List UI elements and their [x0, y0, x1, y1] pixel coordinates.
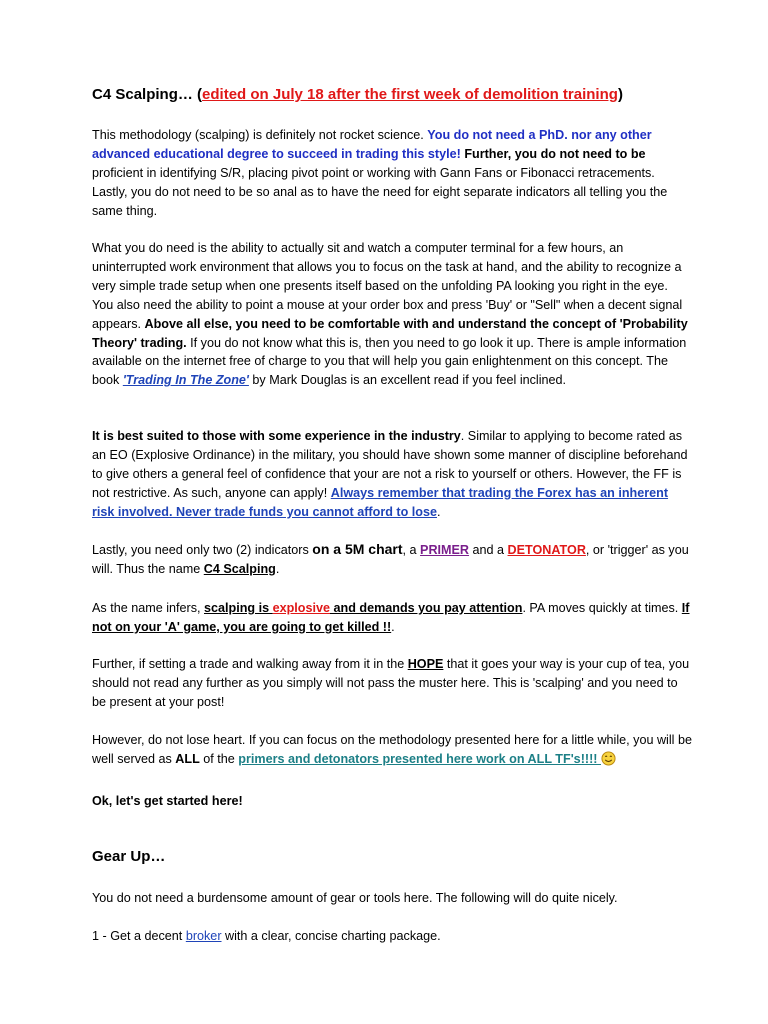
req-text-c: If you do not know what this is, then you need to go look it up. There is ample information available on the internet free of charge to you that will help you gain enlightenment on this concept. The book [92, 335, 687, 388]
section-heading-gear-up: Gear Up… [92, 848, 166, 865]
intro-text-c: Further, you do not need to be [460, 146, 646, 161]
scalp-text-b: . PA moves quickly at times. [522, 601, 682, 615]
ind-text-c: and a [469, 543, 508, 557]
paragraph-start: Ok, let's get started here! [92, 794, 243, 808]
req-text-d: by Mark Douglas is an excellent read if you feel inclined. [248, 373, 567, 388]
broker-text-a: 1 - Get a decent [92, 929, 186, 943]
heart-text-b: of the [199, 751, 239, 766]
ind-text-d: , or 'trigger' as you will. Thus the name [92, 543, 689, 576]
scalp-text-a: As the name infers, [92, 601, 204, 615]
suit-text-b: . Similar to applying to become rated as an EO (Explosive Ordinance) in the military, you should have shown some manner of discipline beforehand to give others a general feel of confidence that your are not a risk to yourself or others. However, the FF is not restrictive. As such, anyone can apply! [92, 429, 688, 500]
scalp-u1: scalping is [204, 601, 273, 615]
broker-link[interactable]: broker [185, 929, 222, 943]
paragraph-gear: You do not need a burdensome amount of gear or tools here. The following will do quite nicely. [92, 891, 618, 905]
risk-warning-link[interactable]: Always remember that trading the Forex has an inherent risk involved. Never trade funds you cannot afford to lose [92, 485, 669, 519]
req-text-bold: Above all else, you need to be comfortable with and understand the concept of 'Probability Theory' trading. [92, 316, 688, 350]
paragraph-scalping [92, 599, 692, 637]
paragraph-intro [92, 126, 692, 221]
suit-text-c: . [437, 504, 441, 519]
scalp-explosive: explosive [272, 601, 330, 615]
detonator-label: DETONATOR [507, 543, 586, 557]
paragraph-indicators [92, 540, 692, 579]
edit-note: edited on July 18 after the first week of demolition training [202, 86, 618, 103]
hope-text-a: Further, if setting a trade and walking away from it in the [92, 657, 408, 671]
document-title [92, 86, 623, 103]
paragraph-hope [92, 655, 692, 712]
primer-label: PRIMER [420, 543, 470, 557]
title-ellipsis: … ( [177, 86, 203, 103]
title-main: C4 Scalping [92, 86, 178, 103]
heart-all: ALL [175, 751, 200, 766]
paragraph-requirements [92, 239, 692, 390]
paragraph-suitability [92, 427, 692, 522]
intro-highlight: You do not need a PhD. nor any other advanced educational degree to succeed in trading this style! [92, 128, 652, 161]
intro-text-d: proficient in identifying S/R, placing pivot point or working with Gann Fans or Fibonacci retracements. Lastly, you do not need to be so anal as to have the need for eight separate indicators all telling you the same thing. [92, 165, 668, 218]
method-name: C4 Scalping [203, 561, 276, 576]
req-text-a: What you do need is the ability to actually sit and watch a computer terminal for a few hours, an uninterrupted work environment that allows you to focus on the task at hand, and the ability to recognize a very simple trade setup when one presents itself based on the unfolding PA looking you right in the eye. You also need the ability to point a mouse at your order box and press 'Buy' or "Sell" when a decent signal appears. [92, 241, 683, 331]
title-close: ) [617, 86, 623, 103]
intro-text-a: This methodology (scalping) is definitely not rocket science. [92, 128, 428, 142]
hope-text-b: that it goes your way is your cup of tea, you should not read any further as you simply will not pass the muster here. This is 'scalping' and you need to be present at your post! [92, 657, 690, 709]
primers-link[interactable]: primers and detonators presented here work on ALL TF's!!!! [238, 751, 601, 766]
paragraph-heart [92, 731, 692, 769]
broker-text-b: with a clear, concise charting package. [221, 929, 441, 943]
scalp-warning: If not on your 'A' game, you are going to get killed !! [92, 601, 690, 634]
ind-text-e: . [275, 561, 280, 576]
heart-text-a: However, do not lose heart. If you can focus on the methodology presented here for a little while, you will be well served as [92, 733, 692, 766]
list-item-broker [92, 927, 441, 946]
smiley-face-icon [601, 751, 616, 766]
ind-text-b: , a [402, 543, 421, 557]
scalp-text-c: . [391, 619, 395, 634]
chart-timeframe: on a 5M chart [312, 541, 403, 557]
scalp-u2: and demands you pay attention [330, 601, 523, 615]
book-link[interactable]: 'Trading In The Zone' [122, 373, 249, 388]
ind-text-a: Lastly, you need only two (2) indicators [92, 543, 313, 557]
hope-word: HOPE [407, 657, 444, 671]
suit-text-bold: It is best suited to those with some experience in the industry [92, 429, 461, 443]
